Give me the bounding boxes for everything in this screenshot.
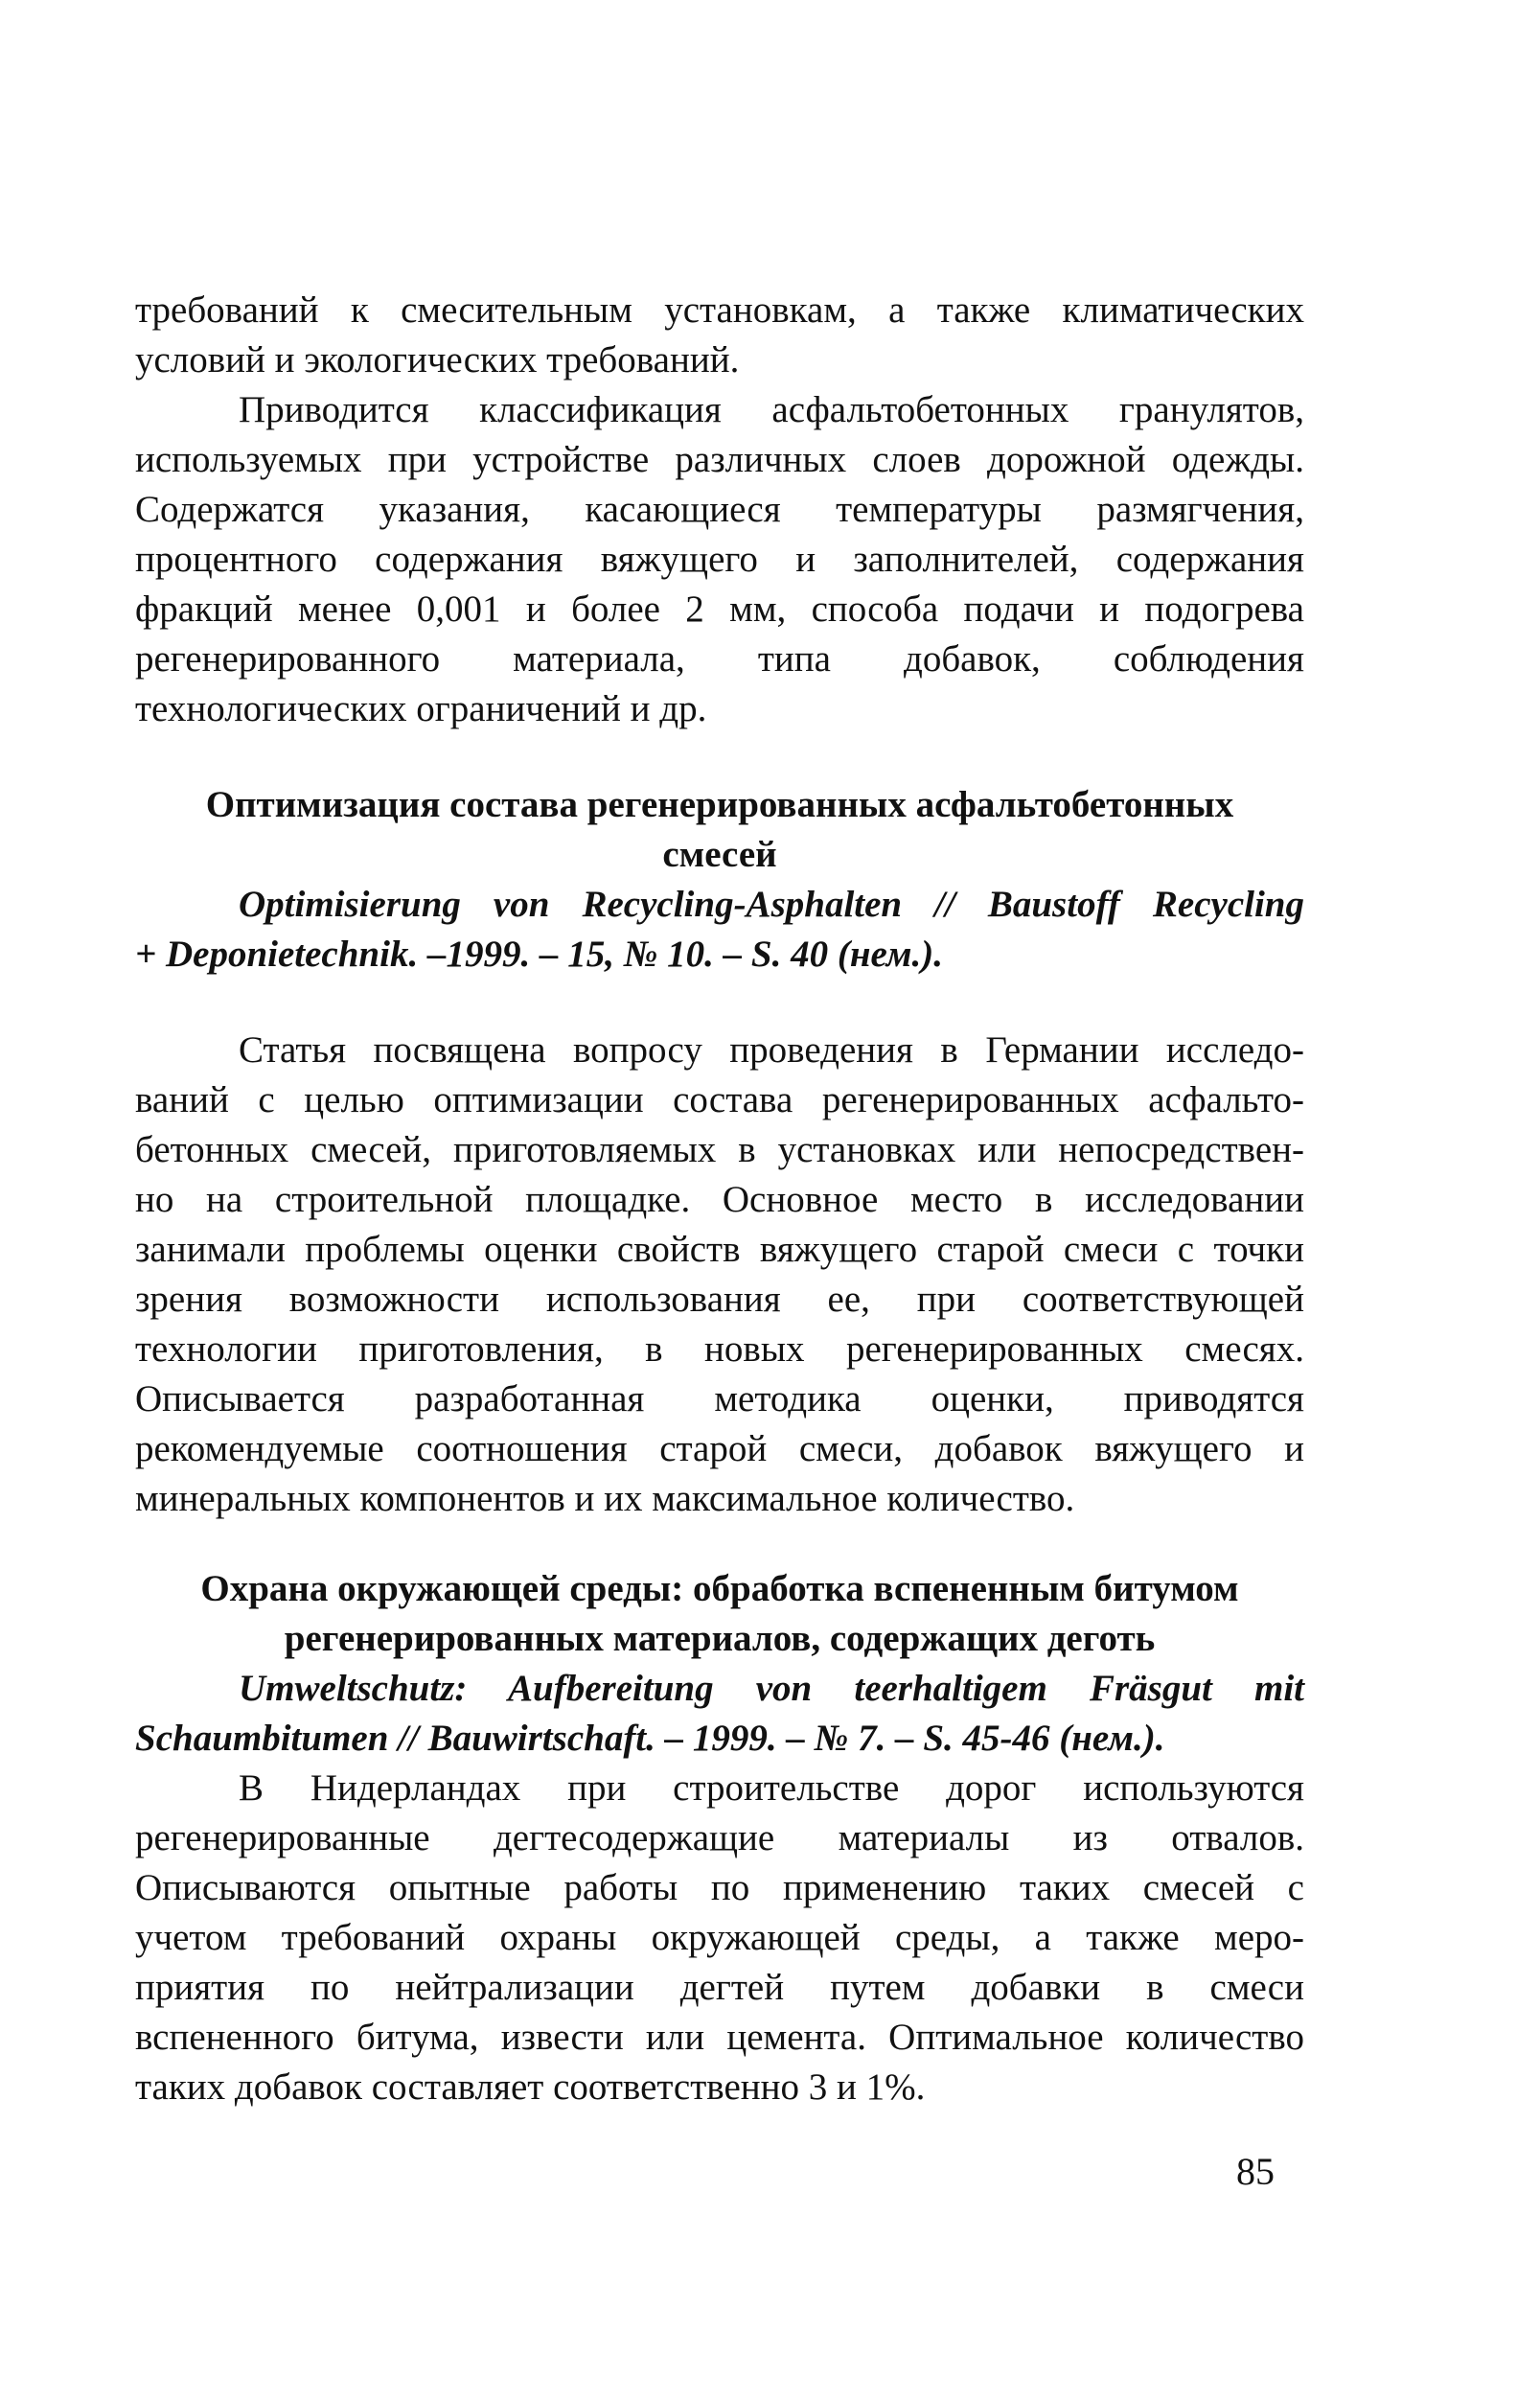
text-line: зрения возможности использования ее, при соответствующей — [135, 1279, 1304, 1320]
title-line: Оптимизация состава регенерированных асфальтобетонных — [205, 784, 1234, 825]
text-line: бетонных смесей, приготовляемых в установках или непосредствен- — [135, 1129, 1304, 1170]
article-1-title — [135, 780, 1304, 880]
text-line: приятия по нейтрализации дегтей путем добавки в смеси — [135, 1967, 1304, 2008]
text-line: требований к смесительным установкам, а также климатических — [135, 289, 1304, 331]
title-line: регенерированных материалов, содержащих деготь — [284, 1618, 1156, 1659]
text-line: фракций менее 0,001 и более 2 мм, способа подачи и подогрева — [135, 588, 1304, 630]
source-line: Umweltschutz: Aufbereitung von teerhaltigem Fräsgut mit — [239, 1668, 1304, 1709]
text-line: Статья посвящена вопросу проведения в Германии исследо- — [239, 1029, 1304, 1071]
article-2-title — [135, 1564, 1304, 1664]
text-line: Описывается разработанная методика оценки, приводятся — [135, 1378, 1304, 1419]
text-line: В Нидерландах при строительстве дорог используются — [239, 1767, 1304, 1809]
article-1-body — [135, 1026, 1304, 1524]
text-line: регенерированного материала, типа добавок, соблюдения — [135, 638, 1304, 680]
text-line: учетом требований охраны окружающей среды, а также меро- — [135, 1917, 1304, 1958]
text-line: вспененного битума, извести или цемента. Оптимальное количество — [135, 2017, 1304, 2058]
text-line: таких добавок составляет соответственно 3 и 1%. — [135, 2066, 926, 2108]
text-line: процентного содержания вяжущего и заполнителей, содержания — [135, 539, 1304, 580]
text-line: ваний с целью оптимизации состава регенерированных асфальто- — [135, 1079, 1304, 1120]
text-line: минеральных компонентов и их максимальное количество. — [135, 1478, 1075, 1519]
article-2-body — [135, 1764, 1304, 2112]
text-line: регенерированные дегтесодержащие материалы из отвалов. — [135, 1817, 1304, 1858]
text-line: но на строительной площадке. Основное место в исследовании — [135, 1179, 1304, 1220]
title-line: смесей — [662, 834, 777, 875]
text-line: условий и экологических требований. — [135, 339, 740, 381]
article-1-source — [135, 880, 1304, 980]
text-line: Содержатся указания, касающиеся температуры размягчения, — [135, 489, 1304, 530]
text-line: Приводится классификация асфальтобетонных гранулятов, — [239, 389, 1304, 430]
source-line: Schaumbitumen // Bauwirtschaft. – 1999. – № 7. – S. 45-46 (нем.). — [135, 1718, 1165, 1759]
title-line: Охрана окружающей среды: обработка вспененным битумом — [200, 1568, 1239, 1609]
text-line: технологии приготовления, в новых регенерированных смесях. — [135, 1328, 1304, 1370]
classification-paragraph — [135, 385, 1304, 734]
intro-paragraph — [135, 286, 1304, 385]
source-line: + Deponietechnik. –1999. – 15, № 10. – S. 40 (нем.). — [135, 934, 944, 975]
page-number: 85 — [1236, 2150, 1275, 2193]
source-line: Optimisierung von Recycling-Asphalten // Baustoff Recycling — [239, 884, 1304, 925]
text-line: технологических ограничений и др. — [135, 688, 707, 729]
text-line: рекомендуемые соотношения старой смеси, добавок вяжущего и — [135, 1428, 1304, 1469]
text-line: используемых при устройстве различных слоев дорожной одежды. — [135, 439, 1304, 480]
article-2-source — [135, 1664, 1304, 1764]
text-line: занимали проблемы оценки свойств вяжущего старой смеси с точки — [135, 1229, 1304, 1270]
text-line: Описываются опытные работы по применению таких смесей с — [135, 1867, 1304, 1908]
